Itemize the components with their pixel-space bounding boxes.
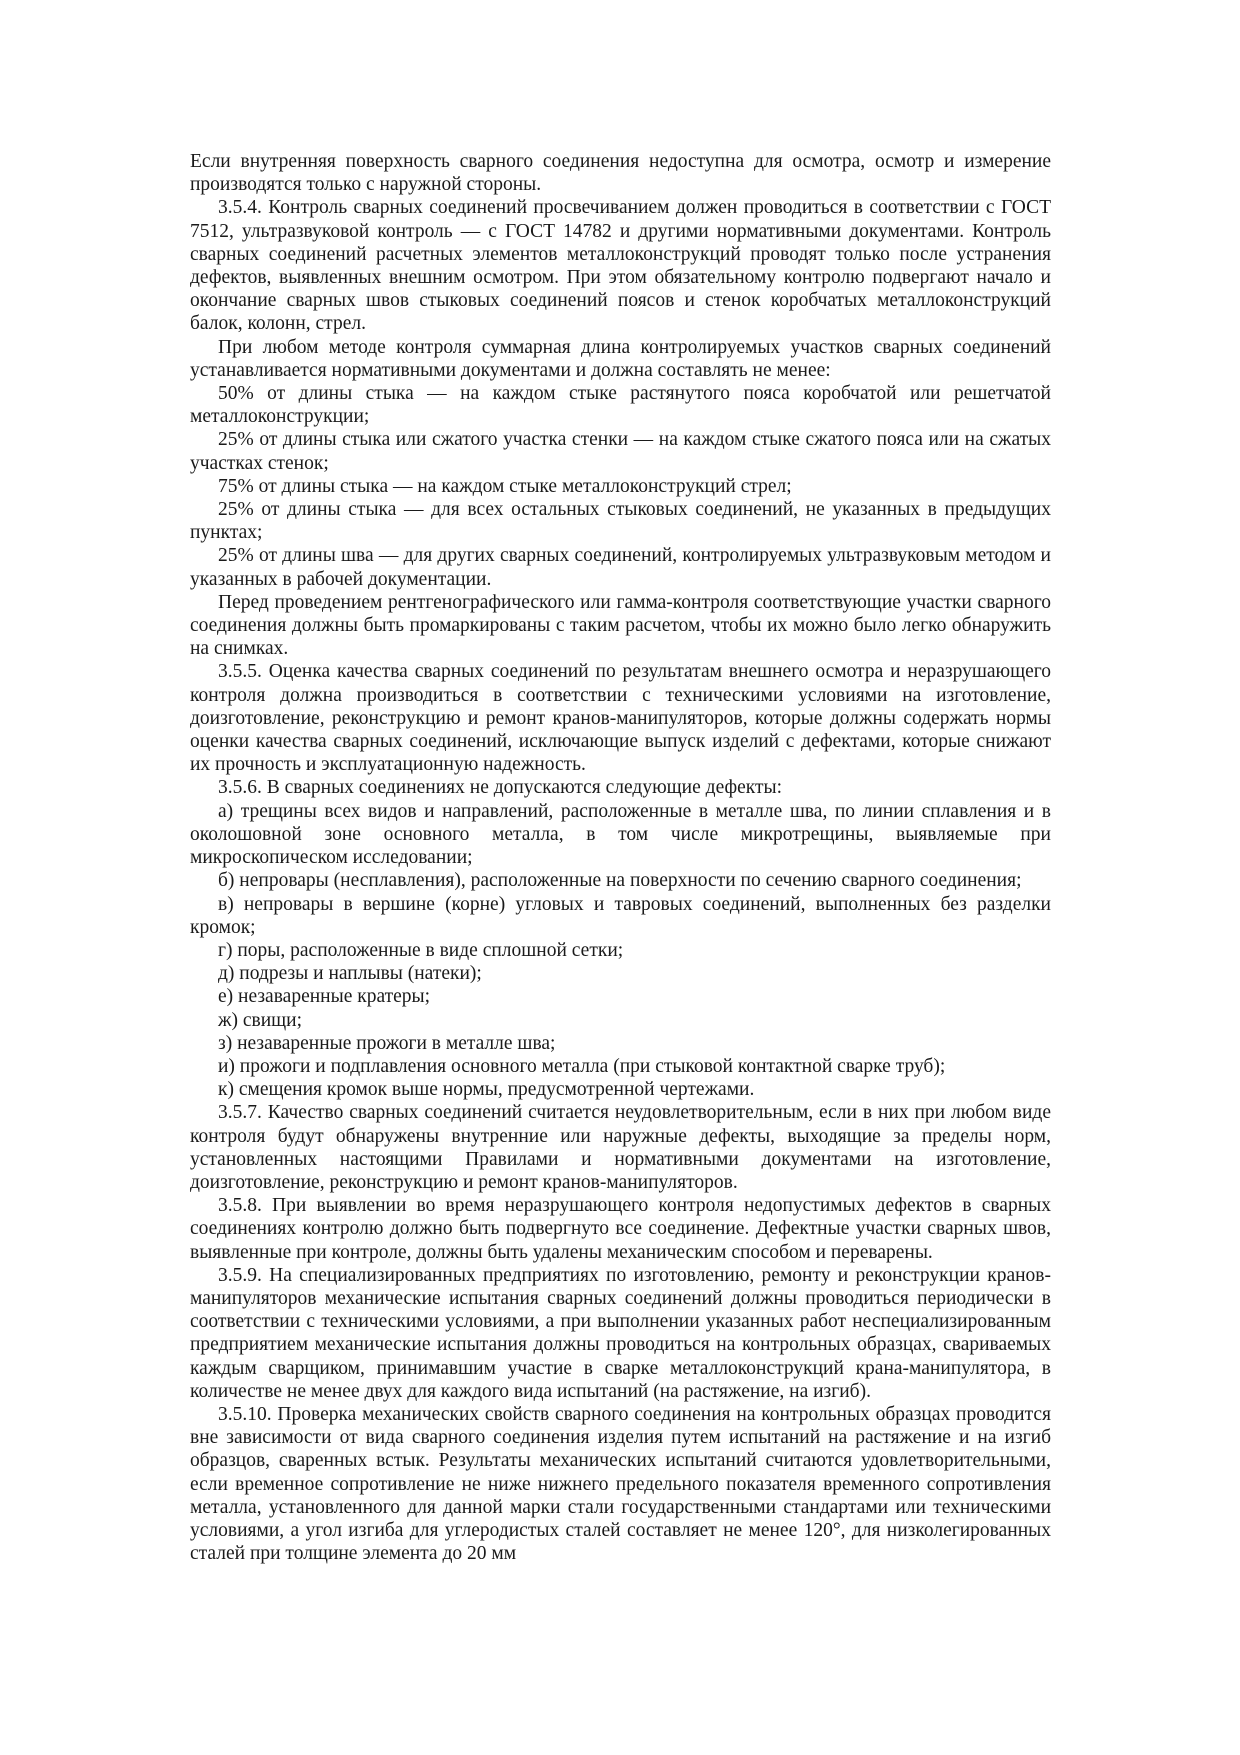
paragraph: к) смещения кромок выше нормы, предусмотренной чертежами.: [218, 1079, 755, 1101]
paragraph: 3.5.5. Оценка качества сварных соединений по результатам внешнего осмотра и неразрушающего контроля должна производиться в соответствии с техническими условиями на изготовление, доизготовление, реконструкцию и ремонт кранов-манипуляторов, которые должны содержать нормы оценки качества сварных соединений, исключающие выпуск изделий с дефектами, которые снижают их прочность и эксплуатационную надежность.: [190, 661, 1051, 776]
paragraph: 3.5.9. На специализированных предприятиях по изготовлению, ремонту и реконструкции кранов-манипуляторов механические испытания сварных соединений должны проводиться периодически в соответствии с техническими условиями, а при выполнении указанных работ неспециализированным предприятием механические испытания должны проводиться на контрольных образцах, свариваемых каждым сварщиком, принимавшим участие в сварке металлоконструкций крана-манипулятора, в количестве не менее двух для каждого вида испытаний (на растяжение, на изгиб).: [190, 1264, 1051, 1402]
paragraph: и) прожоги и подплавления основного металла (при стыковой контактной сварке труб);: [218, 1055, 946, 1077]
paragraph: а) трещины всех видов и направлений, расположенные в металле шва, по линии сплавления и в околошовной зоне основного металла, в том числе микротрещины, выявляемые при микроскопическом исследовании;: [190, 800, 1051, 869]
paragraph: 50% от длины стыка — на каждом стыке растянутого пояса коробчатой или решетчатой металлоконструкции;: [190, 383, 1051, 428]
paragraph: 3.5.8. При выявлении во время неразрушающего контроля недопустимых дефектов в сварных соединениях контролю должно быть подвергнуто все соединение. Дефектные участки сварных швов, выявленные при контроле, должны быть удалены механическим способом и переварены.: [190, 1195, 1051, 1263]
paragraph: б) непровары (несплавления), расположенные на поверхности по сечению сварного соединения;: [218, 870, 1022, 892]
paragraph: ж) свищи;: [218, 1009, 303, 1031]
paragraph: е) незаваренные кратеры;: [218, 986, 431, 1008]
paragraph: 75% от длины стыка — на каждом стыке металлоконструкций стрел;: [218, 475, 792, 497]
paragraph: д) подрезы и наплывы (натеки);: [218, 963, 482, 985]
paragraph: При любом методе контроля суммарная длина контролируемых участков сварных соединений устанавливается нормативными документами и должна составлять не менее:: [190, 336, 1051, 381]
paragraph: в) непровары в вершине (корне) угловых и тавровых соединений, выполненных без разделки кромок;: [190, 893, 1051, 938]
paragraph: 25% от длины шва — для других сварных соединений, контролируемых ультразвуковым методом и указанных в рабочей документации.: [190, 545, 1051, 590]
paragraph: Если внутренняя поверхность сварного соединения недоступна для осмотра, осмотр и измерение производятся только с наружной стороны.: [190, 151, 1051, 196]
paragraph: 25% от длины стыка — для всех остальных стыковых соединений, не указанных в предыдущих пунктах;: [190, 499, 1051, 544]
paragraph: 25% от длины стыка или сжатого участка стенки — на каждом стыке сжатого пояса или на сжатых участках стенок;: [190, 429, 1051, 474]
document-page: [190, 150, 1051, 1565]
paragraph: 3.5.4. Контроль сварных соединений просвечиванием должен проводиться в соответствии с ГОСТ 7512, ультразвуковой контроль — с ГОСТ 14782 и другими нормативными документами. Контроль сварных соединений расчетных элементов металлоконструкций проводят только после устранения дефектов, выявленных внешним осмотром. При этом обязательному контролю подвергают начало и окончание сварных швов стыковых соединений поясов и стенок коробчатых металлоконструкций балок, колонн, стрел.: [190, 197, 1051, 335]
paragraph: з) незаваренные прожоги в металле шва;: [218, 1032, 556, 1054]
paragraph: 3.5.6. В сварных соединениях не допускаются следующие дефекты:: [218, 777, 783, 799]
paragraph: 3.5.10. Проверка механических свойств сварного соединения на контрольных образцах проводится вне зависимости от вида сварного соединения изделия путем испытаний на растяжение и на изгиб образцов, сваренных встык. Результаты механических испытаний считаются удовлетворительными, если временное сопротивление не ниже нижнего предельного показателя временного сопротивления металла, установленного для данной марки стали государственными стандартами или техническими условиями, а угол изгиба для углеродистых сталей составляет не менее 120°, для низколегированных сталей при толщине элемента до 20 мм: [190, 1403, 1051, 1565]
paragraph: Перед проведением рентгенографического или гамма-контроля соответствующие участки сварного соединения должны быть промаркированы с таким расчетом, чтобы их можно было легко обнаружить на снимках.: [190, 591, 1051, 660]
paragraph: г) поры, расположенные в виде сплошной сетки;: [218, 939, 624, 961]
paragraph: 3.5.7. Качество сварных соединений считается неудовлетворительным, если в них при любом виде контроля будут обнаружены внутренние или наружные дефекты, выходящие за пределы норм, установленных настоящими Правилами и нормативными документами на изготовление, доизготовление, реконструкцию и ремонт кранов-манипуляторов.: [190, 1102, 1051, 1193]
